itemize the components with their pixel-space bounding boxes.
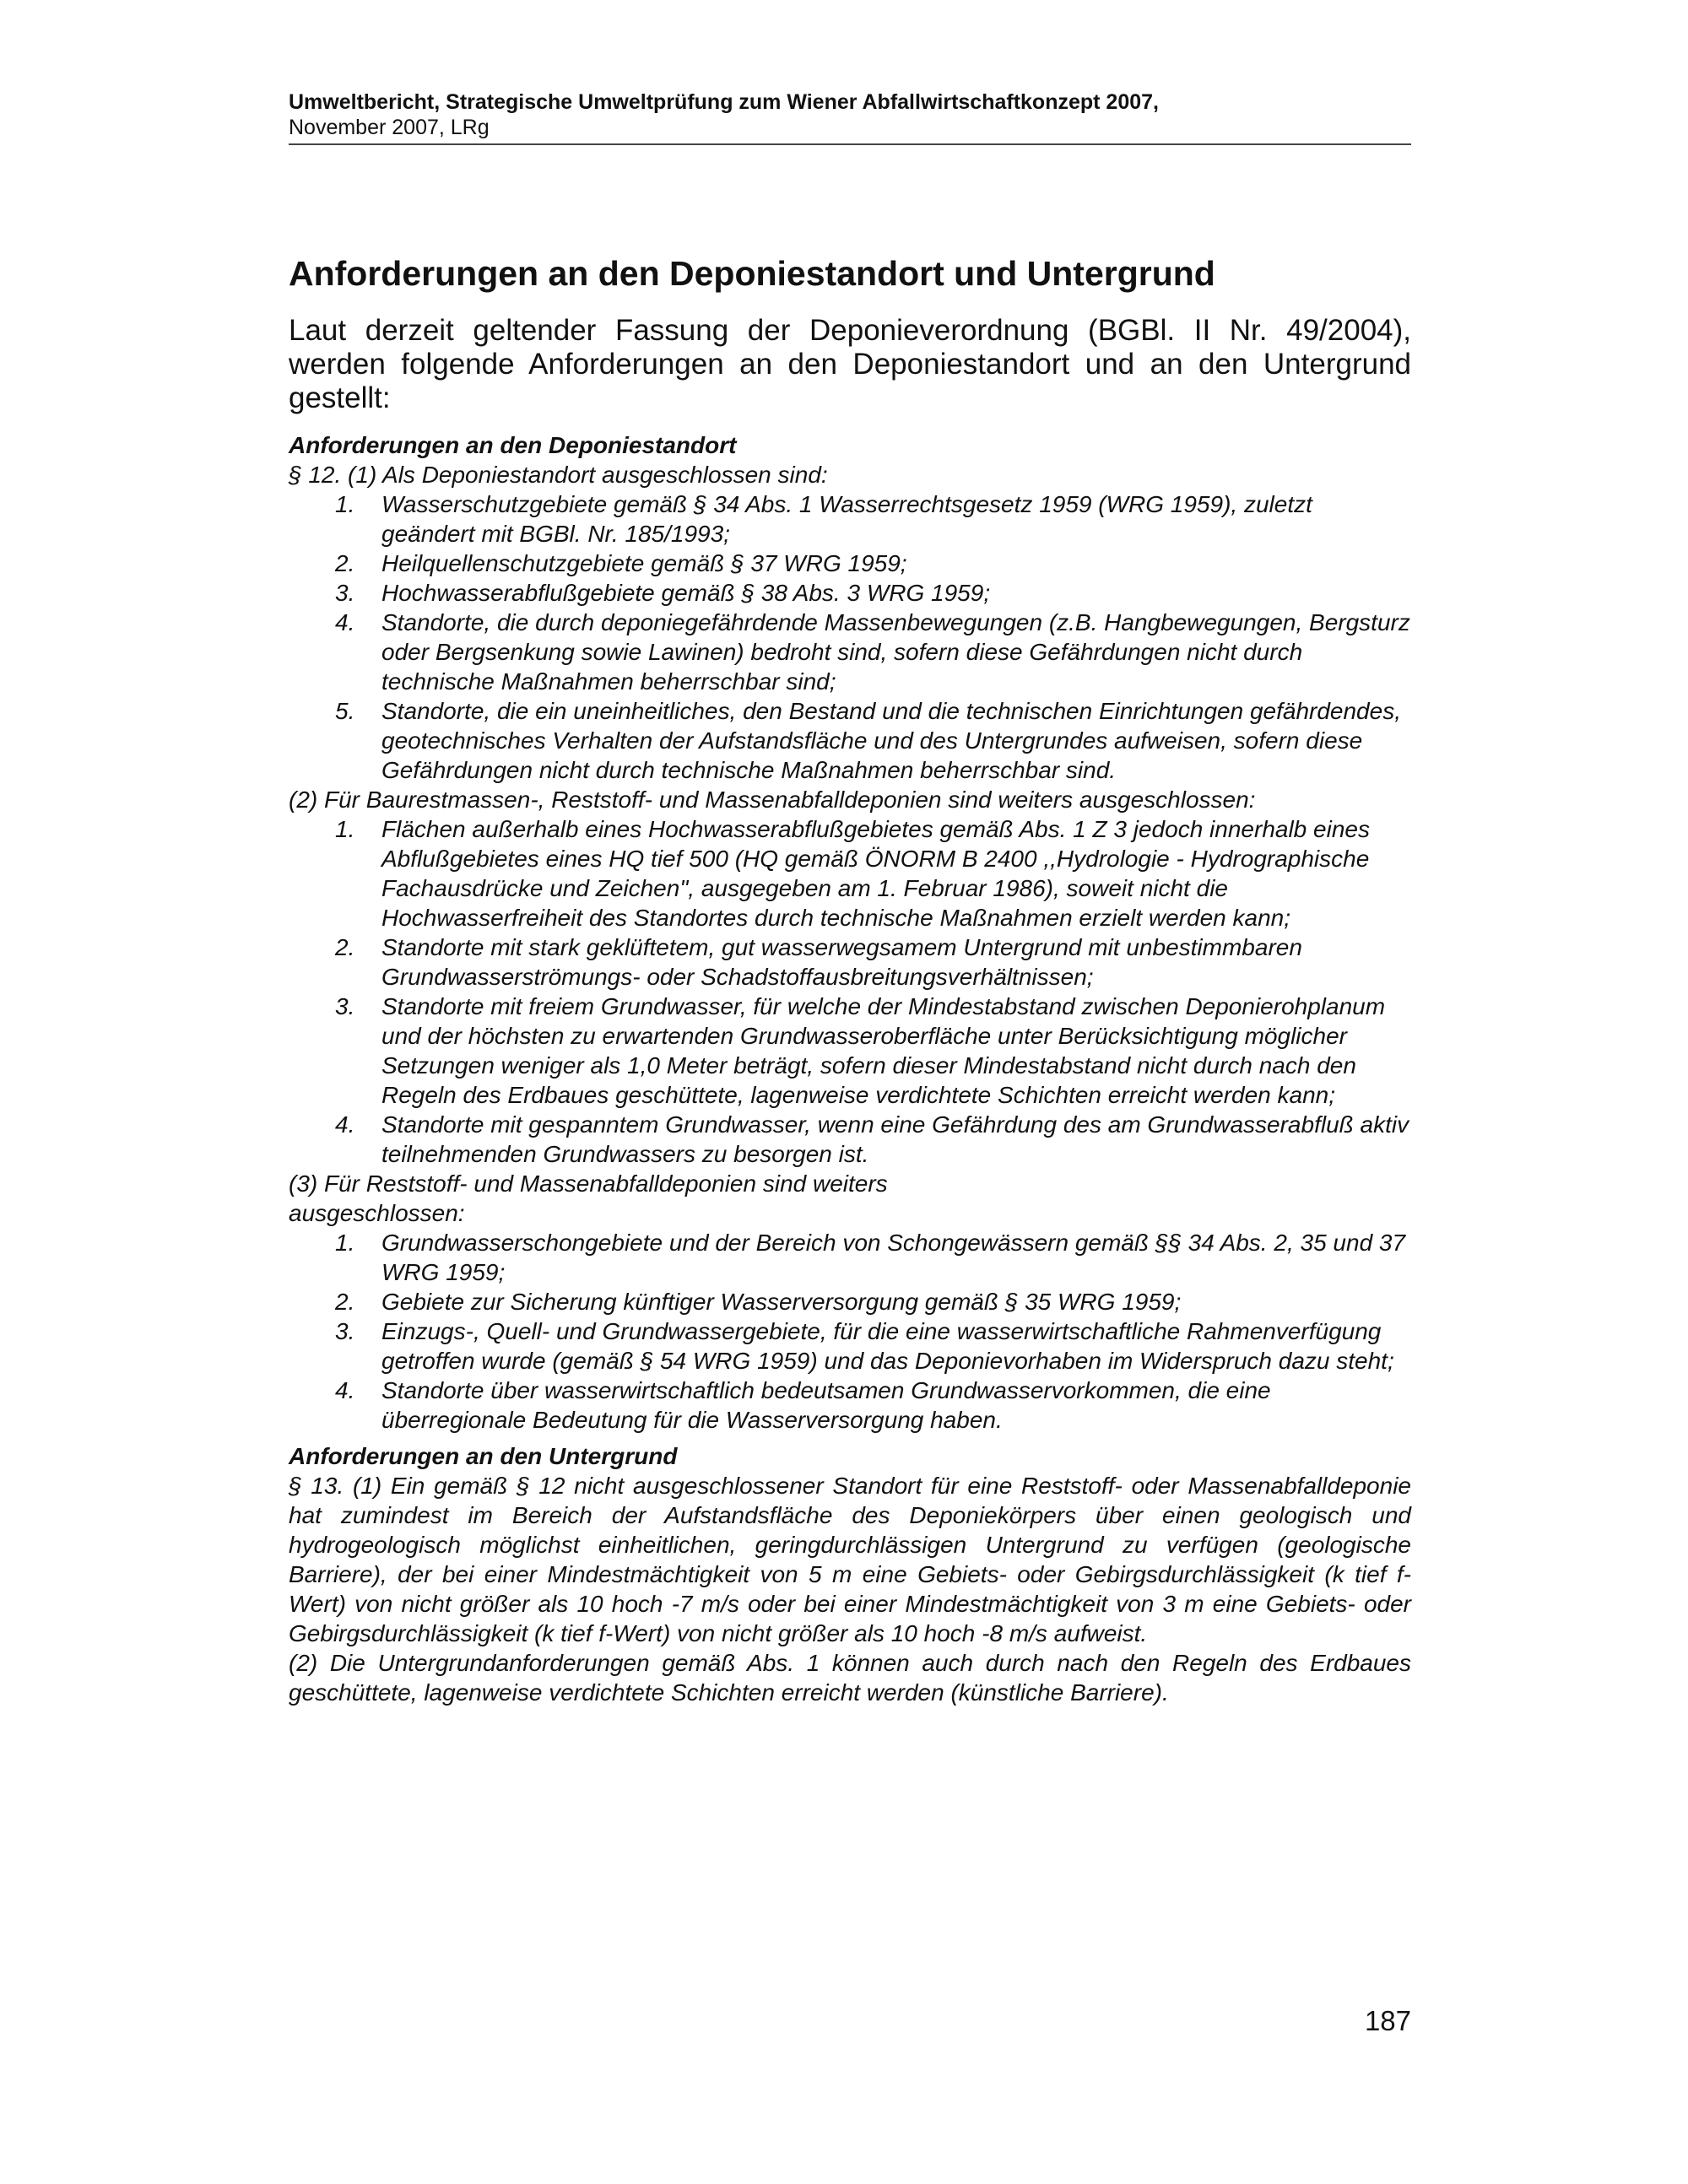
list-item: [289, 814, 1411, 933]
list-item-number: 1.: [335, 491, 355, 517]
list-12-3: [289, 1228, 1411, 1435]
list-item-number: 3.: [335, 1318, 355, 1344]
list-item-number: 4.: [335, 1111, 355, 1138]
document-body: [289, 430, 1411, 1707]
paragraph-12-2-intro: (2) Für Baurestmassen-, Reststoff- und Massenabfalldeponien sind weiters ausgeschlossen:: [289, 787, 1256, 813]
list-item-number: 2.: [335, 934, 355, 960]
list-item: [289, 1228, 1411, 1287]
section-title: Anforderungen an den Deponiestandort und Untergrund: [289, 254, 1215, 293]
list-item-text: Einzugs-, Quell- und Grundwassergebiete, für die eine wasserwirtschaftliche Rahmenverfügung getroffen wurde (gemäß § 54 WRG 1959) und das Deponievorhaben im Widerspruch dazu steht;: [381, 1318, 1394, 1374]
list-item-text: Standorte, die durch deponiegefährdende Massenbewegungen (z.B. Hangbewegungen, Bergsturz oder Bergsenkung sowie Lawinen) bedroht sind, sofern diese Gefährdungen nicht durch technische Maßnahmen beherrschbar sind;: [381, 609, 1410, 695]
list-item-number: 4.: [335, 1377, 355, 1403]
list-item-number: 1.: [335, 1230, 355, 1256]
subheading-untergrund: Anforderungen an den Untergrund: [289, 1443, 678, 1469]
list-item-number: 5.: [335, 698, 355, 724]
list-item-text: Standorte, die ein uneinheitliches, den Bestand und die technischen Einrichtungen gefährdendes, geotechnisches Verhalten der Aufstandsfläche und des Untergrundes aufweisen, sofern diese Gefährdungen nicht durch technische Maßnahmen beherrschbar sind.: [381, 698, 1401, 783]
list-item-text: Standorte mit stark geklüftetem, gut wasserwegsamem Untergrund mit unbestimmbaren Grundwasserströmungs- oder Schadstoffausbreitungsverhältnissen;: [381, 934, 1302, 990]
list-item: [289, 992, 1411, 1110]
list-item-text: Gebiete zur Sicherung künftiger Wasserversorgung gemäß § 35 WRG 1959;: [381, 1289, 1182, 1315]
paragraph-12-1-intro: § 12. (1) Als Deponiestandort ausgeschlossen sind:: [289, 462, 828, 488]
list-item-text: Grundwasserschongebiete und der Bereich von Schongewässern gemäß §§ 34 Abs. 2, 35 und 37 WRG 1959;: [381, 1230, 1406, 1285]
list-item-text: Standorte mit gespanntem Grundwasser, wenn eine Gefährdung des am Grundwasserabfluß aktiv teilnehmenden Grundwassers zu besorgen ist.: [381, 1111, 1409, 1167]
list-item-number: 3.: [335, 993, 355, 1019]
list-12-2: [289, 814, 1411, 1169]
paragraph-13-1: § 13. (1) Ein gemäß § 12 nicht ausgeschlossener Standort für eine Reststoff- oder Massenabfalldeponie hat zumindest im Bereich der Aufstandsfläche des Deponiekörpers über einen geologisch und hydrogeologisch möglichst einheitlichen, geringdurchlässigen Untergrund zu verfügen (geologische Barriere), der bei einer Mindestmächtigkeit von 5 m eine Gebiets- oder Gebirgsdurchlässigkeit (k tief f-Wert) von nicht größer als 10 hoch -7 m/s oder bei einer Mindestmächtigkeit von 3 m eine Gebiets- oder Gebirgsdurchlässigkeit (k tief f-Wert) von nicht größer als 10 hoch -8 m/s aufweist.: [289, 1473, 1411, 1646]
subheading-standort: Anforderungen an den Deponiestandort: [289, 432, 737, 458]
list-item-text: Hochwasserabflußgebiete gemäß § 38 Abs. 3 WRG 1959;: [381, 580, 991, 606]
list-item-text: Flächen außerhalb eines Hochwasserabflußgebietes gemäß Abs. 1 Z 3 jedoch innerhalb eines Abflußgebietes eines HQ tief 500 (HQ gemäß ÖNORM B 2400 ,,Hydrologie - Hydrographische Fachausdrücke und Zeichen", ausgegeben am 1. Februar 1986), soweit nicht die Hochwasserfreiheit des Standortes durch technische Maßnahmen erzielt werden kann;: [381, 816, 1370, 931]
list-item-text: Standorte mit freiem Grundwasser, für welche der Mindestabstand zwischen Deponierohplanum und der höchsten zu erwartenden Grundwasseroberfläche unter Berücksichtigung möglicher Setzungen weniger als 1,0 Meter beträgt, sofern dieser Mindestabstand nicht durch nach den Regeln des Erdbaues geschüttete, lagenweise verdichtete Schichten erreicht werden kann;: [381, 993, 1386, 1108]
header-date: November 2007, LRg: [289, 116, 490, 139]
paragraph-12-3-intro-a: (3) Für Reststoff- und Massenabfalldeponien sind weiters: [289, 1170, 888, 1197]
list-item: [289, 933, 1411, 992]
paragraph-12-3-intro-b: ausgeschlossen:: [289, 1200, 465, 1226]
list-item-number: 1.: [335, 816, 355, 842]
list-item-number: 2.: [335, 550, 355, 576]
list-item-number: 2.: [335, 1289, 355, 1315]
list-item: [289, 1110, 1411, 1169]
list-item: [289, 1287, 1411, 1316]
page-number: 187: [1364, 2005, 1411, 2036]
list-item-text: Heilquellenschutzgebiete gemäß § 37 WRG 1959;: [381, 550, 907, 576]
list-item-text: Wasserschutzgebiete gemäß § 34 Abs. 1 Wasserrechtsgesetz 1959 (WRG 1959), zuletzt geändert mit BGBl. Nr. 185/1993;: [381, 491, 1312, 547]
list-item: [289, 696, 1411, 785]
list-item: [289, 578, 1411, 608]
header-title: Umweltbericht, Strategische Umweltprüfung zum Wiener Abfallwirtschaftkonzept 2007,: [289, 90, 1159, 114]
list-item-text: Standorte über wasserwirtschaftlich bedeutsamen Grundwasservorkommen, die eine überregionale Bedeutung für die Wasserversorgung haben.: [381, 1377, 1271, 1433]
intro-paragraph: Laut derzeit geltender Fassung der Deponieverordnung (BGBl. II Nr. 49/2004), werden folgende Anforderungen an den Deponiestandort und an den Untergrund gestellt:: [289, 314, 1411, 414]
list-item: [289, 549, 1411, 578]
list-12-1: [289, 489, 1411, 785]
list-item: [289, 608, 1411, 696]
list-item: [289, 1316, 1411, 1376]
list-item-number: 3.: [335, 580, 355, 606]
paragraph-13-2: (2) Die Untergrundanforderungen gemäß Abs. 1 können auch durch nach den Regeln des Erdbaues geschüttete, lagenweise verdichtete Schichten erreicht werden (künstliche Barriere).: [289, 1650, 1411, 1706]
list-item: [289, 1376, 1411, 1435]
page-header: [289, 89, 1411, 145]
list-item-number: 4.: [335, 609, 355, 635]
list-item: [289, 489, 1411, 549]
